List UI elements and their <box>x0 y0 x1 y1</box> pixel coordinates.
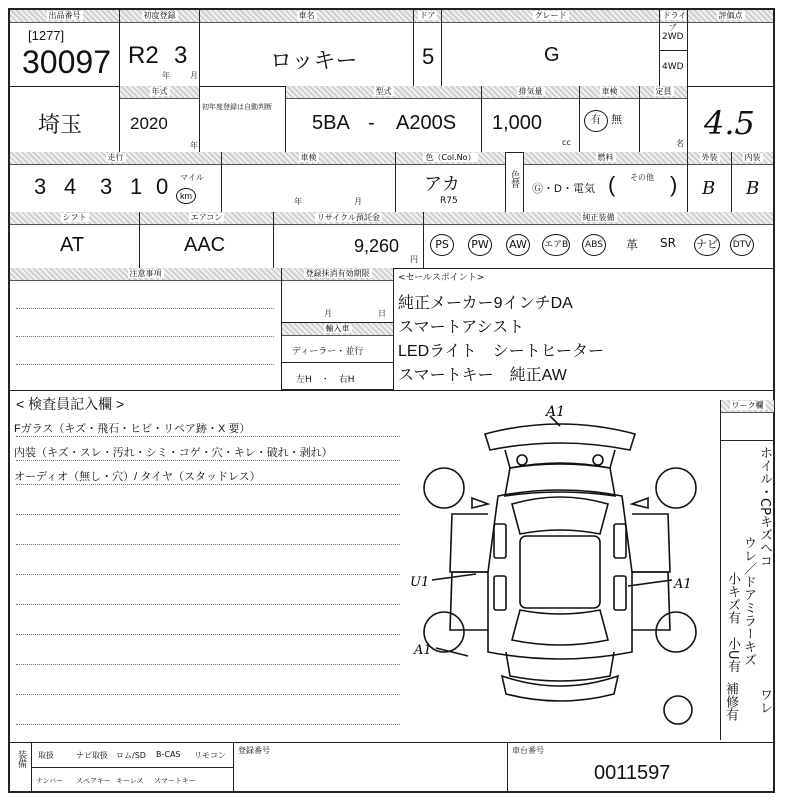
reg-expiry-day: 日 <box>378 309 386 318</box>
displacement-value: 1,000 <box>492 112 543 134</box>
check-1: 取扱 <box>38 751 54 760</box>
row-spec <box>10 86 773 153</box>
check-9: スマートキー <box>154 777 196 785</box>
check-2: ナビ取扱 <box>76 751 108 760</box>
check-6: ナンバー <box>36 777 64 785</box>
fuel-cell <box>524 152 688 212</box>
car-name-header: 車名 <box>298 11 315 20</box>
mileage-d2: 4 <box>64 174 77 199</box>
equip-aw: AW <box>506 234 530 256</box>
check-5: リモコン <box>194 751 226 760</box>
lot-cell <box>10 10 120 86</box>
chassis-label: 車台番号 <box>512 746 544 755</box>
equip-leather: 革 <box>626 238 639 252</box>
row-bottom <box>10 742 773 793</box>
equip-ps: PS <box>430 234 454 256</box>
exterior-value: B <box>702 178 716 199</box>
reg-expiry-header: 登録抹消有効期限 <box>305 269 370 278</box>
lot-bracket: [1277] <box>28 28 65 43</box>
shaken-month-unit: 月 <box>354 197 362 206</box>
mileage-d4: 1 <box>130 174 143 199</box>
import-header: 輸入車 <box>325 324 350 333</box>
side-note-3: 小キズ有 小U有 <box>725 572 740 673</box>
sales-line-3: LEDライト シートヒーター <box>398 343 605 360</box>
mileage-cell <box>10 152 222 212</box>
doors-cell <box>414 10 442 86</box>
displacement-unit: cc <box>562 138 571 147</box>
aircon-cell <box>140 212 274 268</box>
fuel-options: Ⓖ・D・電気 <box>532 183 595 195</box>
model-prefix: 5BA <box>312 112 350 134</box>
sales-line-2: スマートアシスト <box>398 319 525 336</box>
equip-dtv: DTV <box>730 234 754 256</box>
chassis-cell <box>508 742 773 793</box>
row-notes <box>10 268 773 391</box>
drive-2wd: 2WD <box>662 32 684 42</box>
model-year-note: 初年度登録は自動判断 <box>202 103 272 111</box>
side-note-1: ホイル・CPキズヘコ <box>757 446 772 567</box>
import-dealer: ディーラー・並行 <box>292 347 364 357</box>
check-8: キーレス <box>116 777 144 785</box>
score-value: 4.5 <box>704 104 755 142</box>
displacement-header: 排気量 <box>518 87 543 96</box>
mileage-unit-mile: マイル <box>180 173 204 182</box>
row-mileage <box>10 152 773 213</box>
doors-value: 5 <box>422 44 435 69</box>
grade-value: G <box>544 44 560 66</box>
bottom-left-label: 装備 <box>16 750 26 768</box>
equip-pw: PW <box>468 234 492 256</box>
first-reg-month: 3 <box>174 42 188 69</box>
sales-cell <box>394 268 773 390</box>
shift-value: AT <box>60 234 85 256</box>
first-reg-year: R2 <box>128 42 159 69</box>
capacity-cell <box>640 86 688 152</box>
color-value: アカ <box>424 174 460 194</box>
model-year-header: 年式 <box>151 87 168 96</box>
mileage-d3: 3 <box>100 174 113 199</box>
check-3: ロム/SD <box>116 751 146 760</box>
inspector-header: < 検査員記入欄 > <box>16 396 125 412</box>
auction-sheet <box>8 8 775 793</box>
region-value: 埼玉 <box>38 112 83 137</box>
color-change: 色替 <box>509 170 519 188</box>
car-diagram <box>410 404 712 740</box>
fuel-open: ( <box>608 172 616 197</box>
mileage-unit-km: km <box>176 188 196 204</box>
model-note-cell <box>200 86 286 152</box>
drive-4wd: 4WD <box>662 62 684 72</box>
grade-header: グレード <box>534 11 567 20</box>
side-note-4: 補修有 <box>723 682 738 721</box>
shaken-header: 車検 <box>300 153 317 162</box>
recycle-value: 9,260 <box>354 236 400 256</box>
model-dash: - <box>368 112 375 134</box>
model-year-value: 2020 <box>130 114 168 133</box>
check-4: B-CAS <box>156 750 181 759</box>
exterior-cell <box>688 152 732 212</box>
model-year-unit: 年 <box>190 141 198 150</box>
row-basic <box>10 10 773 87</box>
mileage-header: 走行 <box>107 153 124 162</box>
sales-line-1: 純正メーカー9インチDA <box>398 295 573 312</box>
aircon-header: エアコン <box>190 213 223 222</box>
first-reg-cell <box>120 10 200 86</box>
side-notes-header: ワーク欄 <box>731 401 764 410</box>
fuel-close: ) <box>670 172 678 197</box>
mark-lower-left: A1 <box>414 643 432 658</box>
capacity-header: 定員 <box>655 87 672 96</box>
region-cell <box>10 86 120 152</box>
interior-header: 内装 <box>744 153 761 162</box>
drive-header: ドライブ <box>662 11 687 32</box>
interior-value: B <box>746 178 760 199</box>
color-cell <box>396 152 506 212</box>
mileage-d5: 0 <box>156 174 169 199</box>
mileage-d1: 3 <box>34 174 47 199</box>
color-code: R75 <box>440 196 458 206</box>
reg-expiry-month: 月 <box>324 309 332 318</box>
inspection-with: 有 <box>584 110 608 132</box>
notes-cell <box>10 268 282 390</box>
fuel-header: 燃料 <box>597 153 614 162</box>
inspection-without: 無 <box>611 114 623 126</box>
notes-header: 注意事項 <box>129 269 162 278</box>
recycle-unit: 円 <box>410 255 418 264</box>
mark-right: A1 <box>674 577 692 592</box>
reg-no-cell <box>234 742 508 793</box>
shaken-cell <box>222 152 396 212</box>
first-reg-header: 初度登録 <box>143 11 176 20</box>
sales-line-4: スマートキー 純正AW <box>398 367 567 384</box>
reg-no-label: 登録番号 <box>238 746 270 755</box>
recycle-cell <box>274 212 424 268</box>
inspector-line-3: オーディオ（無し・穴）/ タイヤ（スタッドレス） <box>14 471 261 483</box>
grade-cell <box>442 10 660 86</box>
car-name-cell <box>200 10 414 86</box>
row-equipment <box>10 212 773 269</box>
inspector-line-1: Fガラス（キズ・飛石・ヒビ・リペア跡・X 要） <box>14 423 251 435</box>
bottom-left-header <box>10 742 32 793</box>
inspection-header: 車検 <box>601 87 618 96</box>
score-header-cell <box>688 10 773 86</box>
mark-front: A1 <box>546 404 566 420</box>
shift-cell <box>10 212 140 268</box>
equip-abs: ABS <box>582 234 606 256</box>
car-name-value: ロッキー <box>270 48 358 73</box>
first-reg-year-unit: 年 <box>162 71 170 80</box>
capacity-unit: 名 <box>676 139 684 148</box>
inspection-cell <box>580 86 640 152</box>
inspector-line-2: 内装（キズ・スレ・汚れ・シミ・コゲ・穴・キレ・破れ・剥れ） <box>14 447 333 459</box>
side-note-2: ウレ／ドアミラーキズ <box>741 536 756 666</box>
color-change-cell <box>506 152 524 212</box>
interior-cell <box>732 152 773 212</box>
equip-sr: SR <box>660 236 676 250</box>
side-notes-panel <box>720 400 774 740</box>
model-code: A200S <box>396 112 457 134</box>
shift-header: シフト <box>62 213 87 222</box>
bottom-checks <box>32 742 234 793</box>
row-inspector <box>10 390 773 743</box>
lot-number: 30097 <box>22 44 111 80</box>
equip-navi: ナビ <box>694 234 720 256</box>
displacement-cell <box>482 86 580 152</box>
reg-expiry-cell <box>282 268 394 390</box>
equipment-header: 純正装備 <box>582 213 615 222</box>
side-note-5: ワレ <box>757 688 772 714</box>
aircon-value: AAC <box>184 234 226 256</box>
doors-header: ドア <box>419 11 436 20</box>
drive-cell <box>660 10 688 86</box>
sales-header: <セールスポイント> <box>398 273 485 283</box>
lot-header: 出品番号 <box>48 11 81 20</box>
first-reg-month-unit: 月 <box>190 71 198 80</box>
chassis-value: 0011597 <box>594 762 671 784</box>
mark-left: U1 <box>410 575 430 590</box>
score-header: 評価点 <box>718 11 743 20</box>
exterior-header: 外装 <box>701 153 718 162</box>
recycle-header: リサイクル預託金 <box>317 213 380 222</box>
import-steering: 左H ・ 右H <box>296 375 355 385</box>
equip-airbag: エアB <box>542 234 570 256</box>
color-header: 色（Col.No） <box>425 153 476 162</box>
model-year-cell <box>120 86 200 152</box>
model-code-header: 型式 <box>375 87 392 96</box>
fuel-other: その他 <box>630 173 654 182</box>
shaken-year-unit: 年 <box>294 197 302 206</box>
check-7: スペアキー <box>76 777 111 785</box>
equipment-cell <box>424 212 773 268</box>
model-code-cell <box>286 86 482 152</box>
